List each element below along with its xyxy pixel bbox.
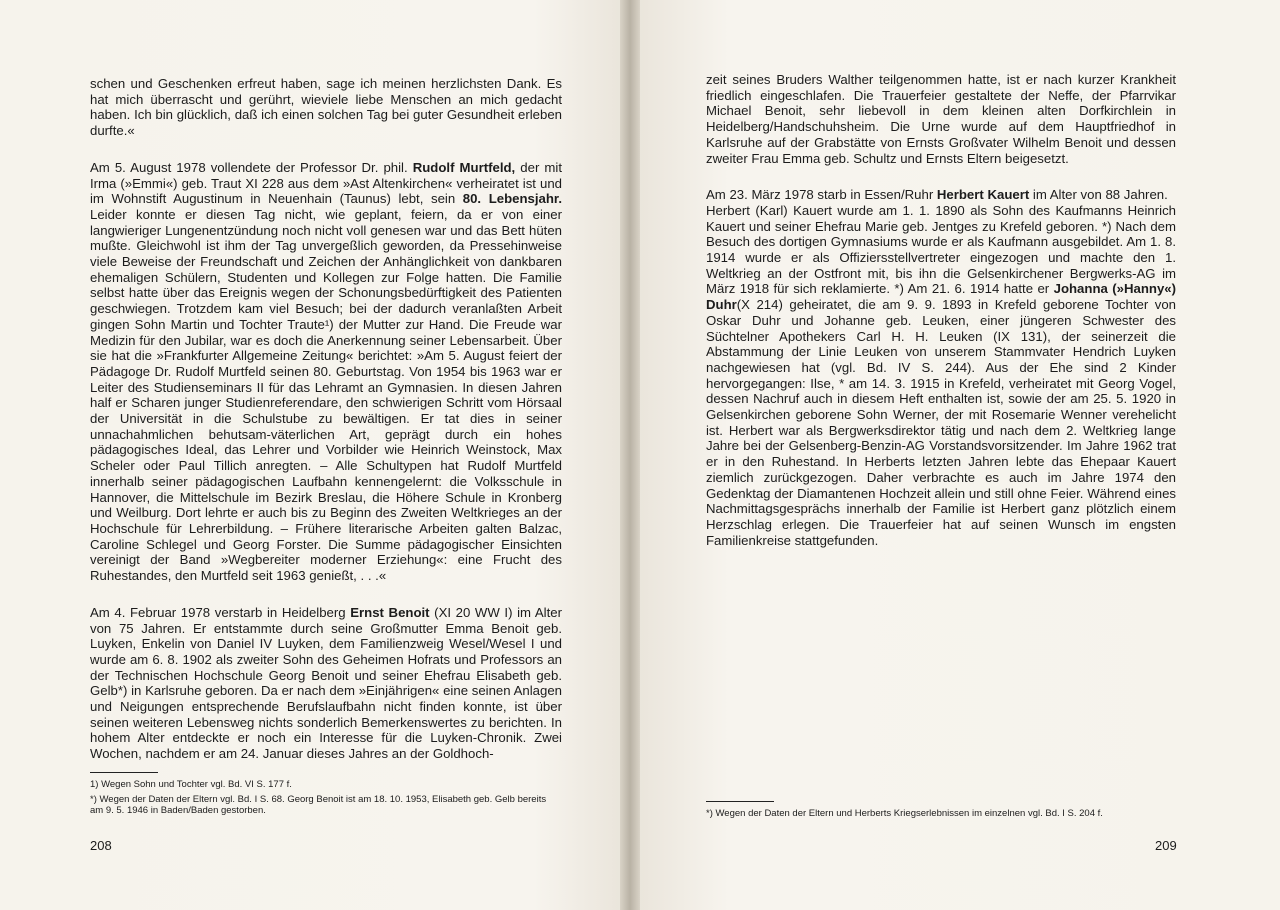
- footnote-rule: [706, 801, 774, 802]
- footnote: *) Wegen der Daten der Eltern und Herberts Kriegserlebnissen im einzelnen vgl. Bd. I S. 204 f.: [706, 808, 1103, 819]
- left-paragraph: Am 5. August 1978 vollendete der Professor Dr. phil. Rudolf Murtfeld, der mit Irma (»Emmi«) geb. Traut XI 228 aus dem »Ast Altenkirchen« verheiratet ist und im Wohnstift Augustinum in Neuenhain (Taunus) lebt, sein 80. Lebensjahr. Leider konnte er diesen Tag nicht, wie geplant, feiern, da er von einer langwieriger Lungenentzündung noch nicht voll genesen war und das Bett hüten mußte. Gleichwohl ist ihm der Tag unvergeßlich geworden, da Pressehinweise viele Beweise der Freundschaft und Zeichen der Anhänglichkeit von dankbaren ehemaligen Schülern, Studenten und Kollegen zur Folge hatten. Die Familie selbst hatte über das Ereignis wegen der Schonungsbedürftigkeit des Patienten geschwiegen. Trotzdem kam viel Besuch; bei der dadurch veranlaßten Arbeit gingen Sohn Martin und Tochter Traute¹) der Mutter zur Hand. Die Freude war Medizin für den Jubilar, war es doch die Anerkennung seiner Lebensarbeit. Über sie hat die »Frankfurter Allgemeine Zeitung« berichtet: »Am 5. August feiert der Pädagoge Dr. Rudolf Murtfeld seinen 80. Geburtstag. Von 1954 bis 1963 war er Leiter des Studienseminars II für das Lehramt an Gymnasien. In diesen Jahren half er Scharen junger Studienreferendare, den schwierigen Schritt vom Hörsaal der Universität in die Schulstube zu bewältigen. Er tat dies in seiner unnachahmlichen behutsam-väterlichen Art, geprägt durch ein hohes pädagogisches Ideal, das Lehrer und Vorbilder wie Heinrich Weinstock, Max Scheler oder Paul Tillich anregten. – Alle Schultypen hat Rudolf Murtfeld innerhalb seiner pädagogischen Laufbahn kennengelernt: die Volksschule in Hannover, die Mittelschule im Bezirk Breslau, die Höhere Schule in Kronberg und Weilburg. Dort lehrte er auch bis zu Beginn des Zweiten Weltkrieges an der Hochschule für Lehrerbildung. – Frühere literarische Arbeiten galten Balzac, Caroline Schlegel und Georg Forster. Die Summe pädagogischer Einsichten vereinigt der Band »Wegbereiter moderner Erziehung«: eine Frucht des Ruhestandes, den Murtfeld seit 1963 genießt, . . .«: [90, 159, 562, 584]
- page-number: 208: [90, 838, 112, 853]
- right-paragraph: Herbert (Karl) Kauert wurde am 1. 1. 1890 als Sohn des Kaufmanns Heinrich Kauert und seiner Ehefrau Marie geb. Jentges zu Krefeld geboren. *) Nach dem Besuch des dortigen Gymnasiums wurde er als Kaufmann ausgebildet. Am 1. 8. 1914 wurde er als Offiziersstellvertreter eingezogen und machte den 1. Weltkrieg an der Ostfront mit, bis ihn die Gelsenkirchener Bergwerks-AG im März 1918 für sich reklamierte. *) Am 21. 6. 1914 hatte er Johanna (»Hanny«) Duhr(X 214) geheiratet, die am 9. 9. 1893 in Krefeld geborene Tochter von Oskar Duhr und Johanne geb. Leuken, einer jüngeren Schwester des Süchtelner Apothekers Carl H. H. Leuken (IX 131), der seinerzeit die Abstammung der Linie Leuken von unserem Stammvater Hendrich Luyken nachgewiesen hat (vgl. Bd. IV S. 244). Aus der Ehe sind 2 Kinder hervorgegangen: Ilse, * am 14. 3. 1915 in Krefeld, verheiratet mit Georg Vogel, dessen Nachruf auch in diesem Heft enthalten ist, sowie der am 25. 5. 1920 in Gelsenkirchen geborene Sohn Werner, der mit Rosemarie Wenner verehelicht ist. Herbert war als Bergwerksdirektor tätig und nach dem 2. Weltkrieg lange Jahre bei der Gelsenberg-Benzin-AG Vorstandsvorsitzender. Im Jahre 1962 trat er in den Ruhestand. In Herberts letzten Jahren lebte das Ehepaar Kauert ziemlich zurückgezogen. Daher verbrachte es auch im Jahre 1974 den Gedenktag der Diamantenen Hochzeit allein und still ohne Feier. Während eines Nachmittagsgesprächs innerhalb der Familie ist Herbert ganz plötzlich einem Herzschlag erlegen. Die Trauerfeier hat auf seinen Wunsch im engsten Familienkreise stattgefunden.: [706, 202, 1176, 548]
- left-page-text: [90, 76, 562, 762]
- footnote-rule: [90, 772, 158, 773]
- left-footnotes: [90, 772, 560, 816]
- footnote: 1) Wegen Sohn und Tochter vgl. Bd. VI S. 177 f.: [90, 779, 292, 790]
- bold-name: Herbert Kauert: [936, 187, 1030, 203]
- right-paragraph: zeit seines Bruders Walther teilgenommen hatte, ist er nach kurzer Krankheit friedlich eingeschlafen. Die Trauerfeier gestaltete der Neffe, der Pfarrvikar Michael Benoit, sehr liebevoll in dem kleinen alten Dorfkirchlein in Heidelberg/Handschuhsheim. Die Urne wurde auf dem Hauptfriedhof in Karlsruhe auf der Grabstätte von Ernsts Großvater Wilhelm Benoit und dessen zweiter Frau Emma geb. Schultz und Ernsts Eltern beigesetzt.: [706, 72, 1176, 166]
- right-paragraph: Am 23. März 1978 starb in Essen/Ruhr Herbert Kauert im Alter von 88 Jahren.: [706, 187, 1168, 203]
- bold-name: 80. Lebensjahr.: [462, 191, 562, 207]
- page-number: 209: [1155, 838, 1177, 853]
- right-page-text: [706, 72, 1176, 548]
- right-footnotes: [706, 801, 1176, 819]
- bold-name: Johanna (»Hanny«) Duhr: [706, 281, 1176, 313]
- bold-name: Ernst Benoit: [350, 604, 430, 620]
- bold-name: Rudolf Murtfeld,: [412, 159, 516, 175]
- left-paragraph: Am 4. Februar 1978 verstarb in Heidelberg Ernst Benoit (XI 20 WW I) im Alter von 75 Jahren. Er entstammte durch seine Großmutter Emma Benoit geb. Luyken, Enkelin von Daniel IV Luyken, dem Familienzweig Wesel/Wesel I und wurde am 6. 8. 1902 als zweiter Sohn des Geheimen Hofrats und Professors an der Technischen Hochschule Georg Benoit und seiner Ehefrau Elisabeth geb. Gelb*) in Karlsruhe geboren. Da er nach dem »Einjährigen« eine seinen Anlagen und Neigungen entsprechende Berufslaufbahn nicht finden konnte, ist über seinen weiteren Lebensweg nichts sonderlich Bemerkenswertes zu berichten. In hohem Alter entdeckte er noch ein Interesse für die Luyken-Chronik. Zwei Wochen, nachdem er am 24. Januar dieses Jahres an der Goldhoch-: [90, 604, 562, 762]
- book-gutter: [620, 0, 640, 910]
- left-paragraph: schen und Geschenken erfreut haben, sage ich meinen herzlichsten Dank. Es hat mich überrascht und gerührt, wieviele liebe Menschen an mich gedacht haben. Ich bin glücklich, daß ich einen solchen Tag bei guter Gesundheit erleben durfte.«: [90, 76, 562, 139]
- footnote: *) Wegen der Daten der Eltern vgl. Bd. I S. 68. Georg Benoit ist am 18. 10. 1953, Elisabeth geb. Gelb bereits am 9. 5. 1946 in Baden/Baden gestorben.: [90, 794, 547, 816]
